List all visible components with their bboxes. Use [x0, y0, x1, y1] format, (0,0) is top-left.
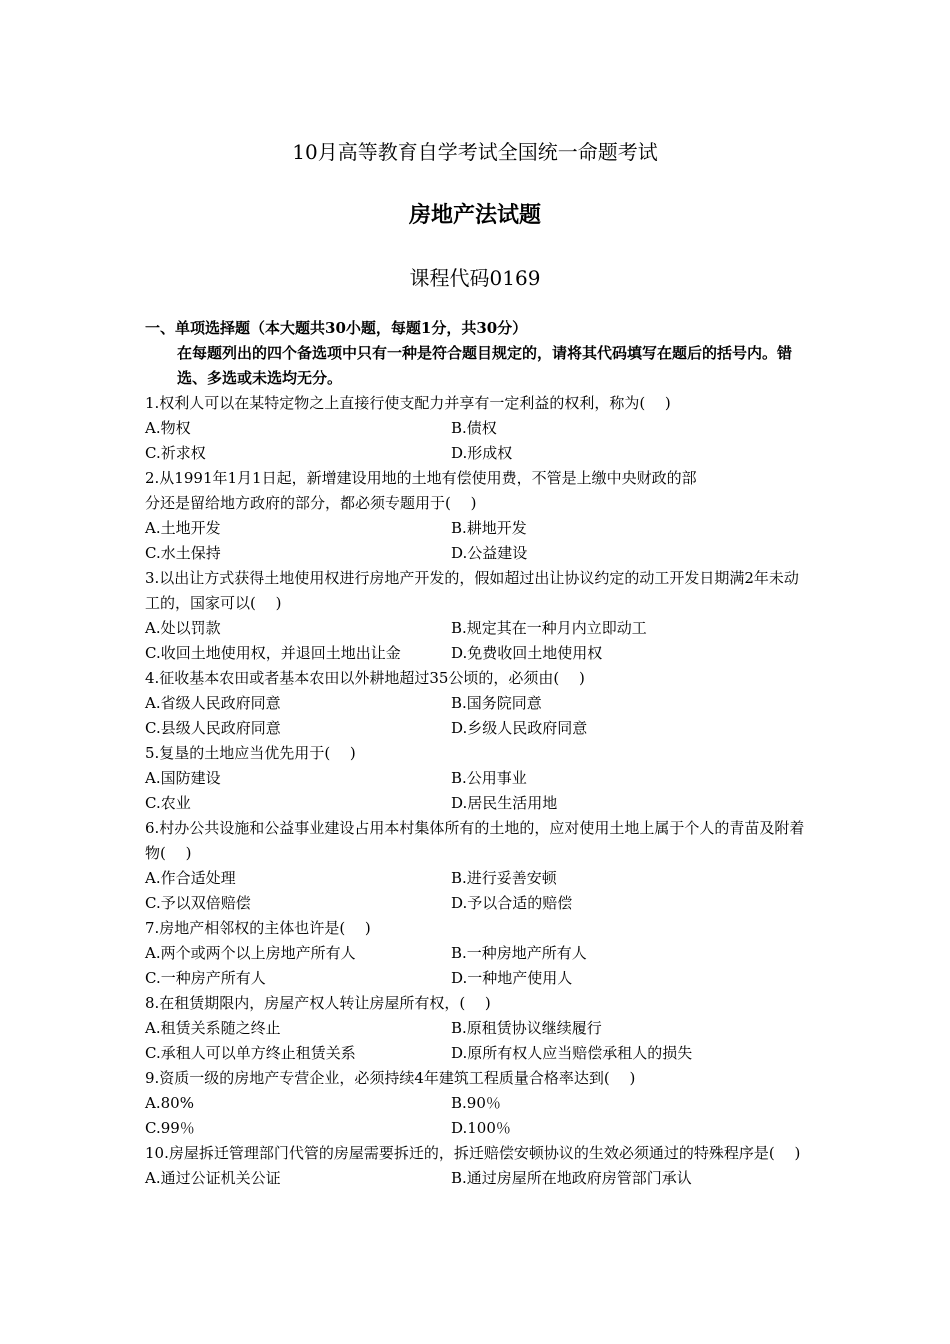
question-stem: 9.资质一级的房地产专营企业，必须持续4年建筑工程质量合格率达到( ) — [145, 1069, 636, 1087]
question-stem: 6.村办公共设施和公益事业建设占用本村集体所有的土地的，应对使用土地上属于个人的青苗及附着物( ) — [145, 819, 805, 862]
exam-title: 10月高等教育自学考试全国统一命题考试 — [292, 140, 658, 164]
option: D.居民生活用地 — [451, 794, 558, 812]
option: B.规定其在一种月内立即动工 — [451, 619, 647, 637]
option-row — [145, 516, 810, 541]
option: D.乡级人民政府同意 — [451, 719, 588, 737]
option: B.90％ — [451, 1094, 501, 1112]
option: A.两个或两个以上房地产所有人 — [145, 944, 356, 962]
option: B.国务院同意 — [451, 694, 542, 712]
question-stem-line: 2.从1991年1月1日起，新增建设用地的土地有偿使用费，不管是上缴中央财政的部 — [145, 469, 697, 487]
option: A.作合适处理 — [145, 869, 236, 887]
option-row — [145, 891, 810, 916]
option-row — [145, 791, 810, 816]
option: A.80% — [145, 1094, 194, 1112]
option: B.原租赁协议继续履行 — [451, 1019, 602, 1037]
option: C.祈求权 — [145, 444, 206, 462]
course-code: 课程代码0169 — [409, 266, 541, 290]
option: A.通过公证机关公证 — [145, 1169, 281, 1187]
option-row — [145, 966, 810, 991]
option: A.物权 — [145, 419, 191, 437]
option-row — [145, 641, 810, 666]
option: C.99％ — [145, 1119, 195, 1137]
option: C.承租人可以单方终止租赁关系 — [145, 1044, 356, 1062]
option: B.进行妥善安顿 — [451, 869, 557, 887]
question-stem: 1.权利人可以在某特定物之上直接行使支配力并享有一定利益的权利，称为( ) — [145, 394, 671, 412]
option-row — [145, 1041, 810, 1066]
option: B.耕地开发 — [451, 519, 527, 537]
option: A.土地开发 — [145, 519, 221, 537]
option: B.一种房地产所有人 — [451, 944, 587, 962]
option-row — [145, 441, 810, 466]
option-row — [145, 716, 810, 741]
option-row — [145, 1016, 810, 1041]
option: C.县级人民政府同意 — [145, 719, 281, 737]
option: A.国防建设 — [145, 769, 221, 787]
option: B.通过房屋所在地政府房管部门承认 — [451, 1169, 692, 1187]
question-stem: 10.房屋拆迁管理部门代管的房屋需要拆迁的，拆迁赔偿安顿协议的生效必须通过的特殊程序是( ) — [145, 1144, 801, 1162]
option: D.形成权 — [451, 444, 513, 462]
option: C.一种房产所有人 — [145, 969, 266, 987]
option: D.予以合适的赔偿 — [451, 894, 573, 912]
option: A.租赁关系随之终止 — [145, 1019, 281, 1037]
option-row — [145, 941, 810, 966]
section-heading: 一、单项选择题（本大题共30小题，每题1分，共30分） — [145, 319, 528, 337]
option-row — [145, 1116, 810, 1141]
option: C.予以双倍赔偿 — [145, 894, 251, 912]
option-row — [145, 541, 810, 566]
question-stem: 7.房地产相邻权的主体也许是( ) — [145, 919, 371, 937]
option-row — [145, 691, 810, 716]
question-stem: 3.以出让方式获得土地使用权进行房地产开发的，假如超过出让协议约定的动工开发日期满2年未动工的，国家可以( ) — [145, 569, 799, 612]
question-stem: 4.征收基本农田或者基本农田以外耕地超过35公顷的，必须由( ) — [145, 669, 585, 687]
option: C.农业 — [145, 794, 191, 812]
option-row — [145, 1091, 810, 1116]
exam-body — [145, 316, 810, 1191]
subject-title: 房地产法试题 — [408, 202, 541, 228]
option-row — [145, 766, 810, 791]
option: B.公用事业 — [451, 769, 527, 787]
question-stem-line: 分还是留给地方政府的部分，都必须专题用于( ) — [145, 494, 477, 512]
option: C.收回土地使用权，并退回土地出让金 — [145, 644, 401, 662]
question-stem: 8.在租赁期限内，房屋产权人转让房屋所有权，( ) — [145, 994, 491, 1012]
option: D.一种地产使用人 — [451, 969, 573, 987]
option: D.公益建设 — [451, 544, 528, 562]
option: D.100％ — [451, 1119, 511, 1137]
option-row — [145, 1166, 810, 1191]
option: C.水土保持 — [145, 544, 221, 562]
option: D.原所有权人应当赔偿承租人的损失 — [451, 1044, 693, 1062]
option: A.处以罚款 — [145, 619, 221, 637]
option: A.省级人民政府同意 — [145, 694, 281, 712]
option: B.债权 — [451, 419, 497, 437]
option-row — [145, 416, 810, 441]
option: D.免费收回土地使用权 — [451, 644, 603, 662]
section-instructions: 在每题列出的四个备选项中只有一种是符合题目规定的，请将其代码填写在题后的括号内。错选、多选或未选均无分。 — [177, 344, 793, 387]
option-row — [145, 866, 810, 891]
option-row — [145, 616, 810, 641]
question-stem: 5.复垦的土地应当优先用于( ) — [145, 744, 356, 762]
